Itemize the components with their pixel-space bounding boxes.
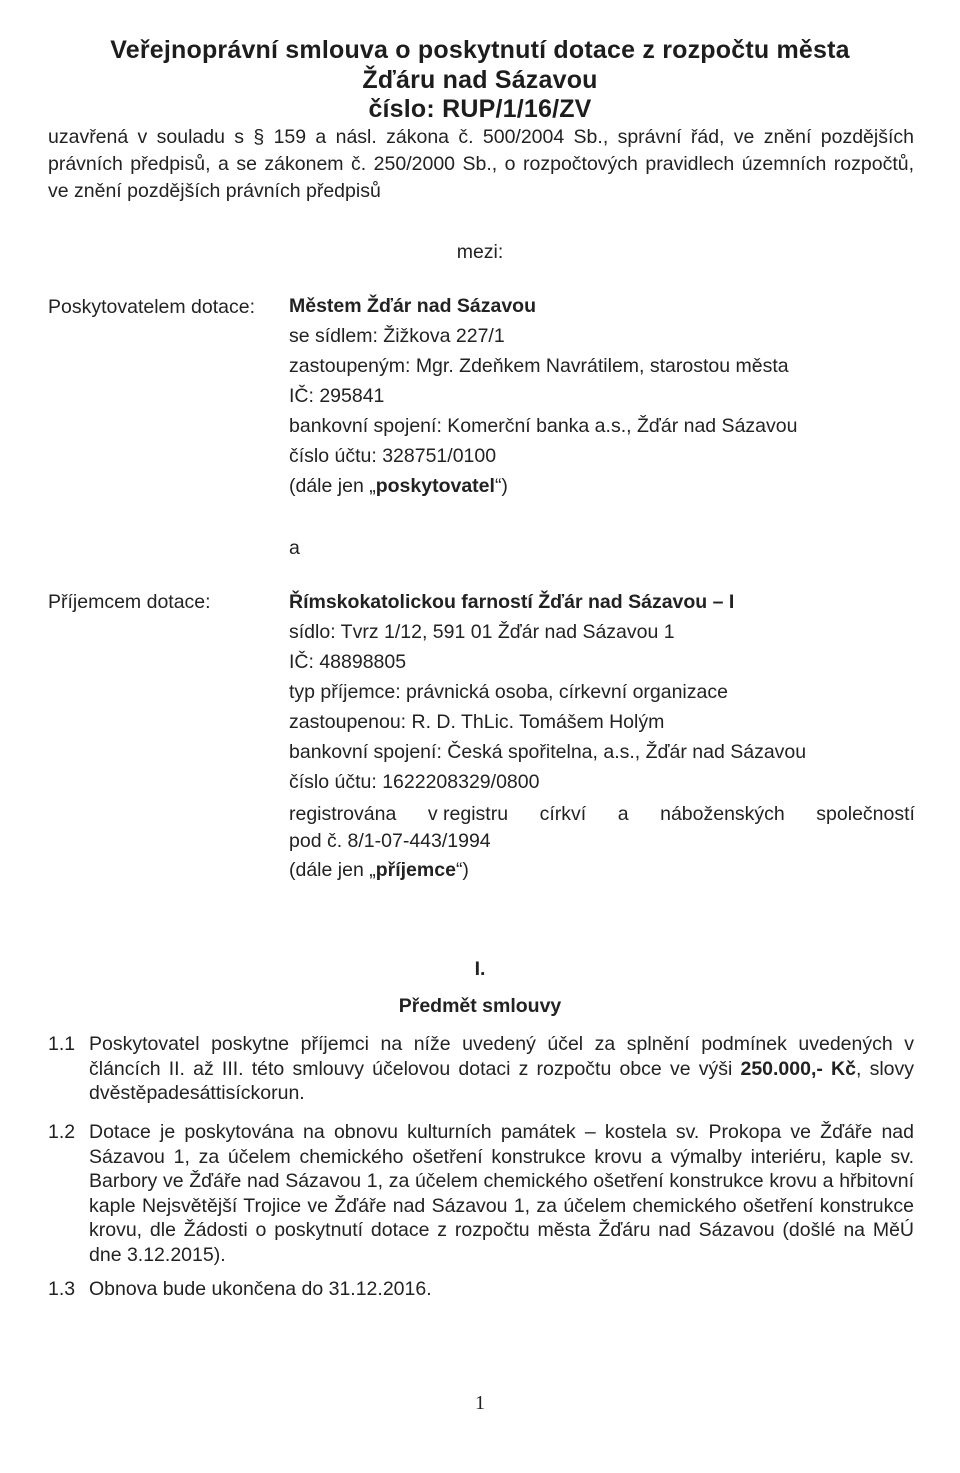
registered-word: registrována (289, 803, 397, 825)
provider-alias-prefix: (dále jen „ (289, 475, 376, 497)
provider-bank: bankovní spojení: Komerční banka a.s., Žďár nad Sázavou (289, 415, 798, 437)
paragraph-text: Dotace je poskytována na obnovu kulturních památek – kostela sv. Prokopa ve Žďáře nad Sázavou 1, za účelem chemického ošetření konstrukce krovu a výmalby interiéru, kaple sv. Barbory ve Žďáře nad Sázavou 1, za účelem chemického ošetření konstrukce krovu a hřbitovní kaple Nejsvětější Trojice ve Žďáře nad Sázavou 1, za účelem chemického ošetření konstrukce krovu, dle Žádosti o poskytnutí dotace z rozpočtu města Žďáru nad Sázavou (došlé na MěÚ dne 3.12.2015). (89, 1121, 914, 1266)
provider-block (289, 291, 915, 501)
provider-ic: IČ: 295841 (289, 385, 385, 407)
provider-alias (289, 471, 915, 501)
recipient-registered-line1 (289, 801, 915, 827)
paragraph-text (89, 1032, 914, 1106)
registered-word: církví (539, 803, 587, 825)
recipient-type: typ příjemce: právnická osoba, církevní organizace (289, 681, 728, 703)
document-title-line2: Žďáru nad Sázavou (362, 66, 598, 94)
recipient-label: Příjemcem dotace: (48, 591, 211, 613)
paragraph-1-1 (48, 1032, 914, 1106)
subsidy-amount: 250.000,- Kč (740, 1057, 856, 1080)
paragraph-text-part: , slovy dvěstěpadesáttisíckorun. (89, 1057, 915, 1104)
provider-alias-term: poskytovatel (375, 475, 495, 497)
registered-word: společností (816, 803, 915, 825)
recipient-alias (289, 855, 915, 885)
paragraph-number: 1.1 (48, 1033, 76, 1055)
intro-paragraph: uzavřená v souladu s § 159 a násl. zákona č. 500/2004 Sb., správní řád, ve znění pozdějších právních předpisů, a se zákonem č. 250/2000 Sb., o rozpočtových pravidlech územních rozpočtů, ve znění pozdějších právních předpisů (48, 126, 914, 202)
paragraph-1-3 (48, 1277, 914, 1302)
recipient-ic: IČ: 48898805 (289, 651, 407, 673)
provider-seat: se sídlem: Žižkova 227/1 (289, 325, 505, 347)
paragraph-number: 1.2 (48, 1121, 76, 1143)
provider-alias-suffix: “) (494, 475, 508, 497)
provider-represented: zastoupeným: Mgr. Zdeňkem Navrátilem, starostou města (289, 355, 789, 377)
recipient-alias-suffix: “) (455, 859, 469, 881)
paragraph-text-part: Poskytovatel poskytne příjemci na níže uvedený účel za splnění podmínek uvedených v článcích II. až III. této smlouvy účelovou dotaci z rozpočtu obce ve výši (89, 1033, 914, 1080)
recipient-registered-line2: pod č. 8/1-07-443/1994 (289, 830, 491, 852)
section-number: I. (474, 958, 486, 980)
recipient-block (289, 587, 915, 885)
recipient-account: číslo účtu: 1622208329/0800 (289, 771, 540, 793)
provider-label: Poskytovatelem dotace: (48, 296, 256, 318)
document-title-line1: Veřejnoprávní smlouva o poskytnutí dotace z rozpočtu města (110, 36, 850, 64)
provider-account: číslo účtu: 328751/0100 (289, 445, 497, 467)
registered-word: v registru (427, 803, 509, 825)
provider-name: Městem Žďár nad Sázavou (289, 295, 537, 317)
paragraph-number: 1.3 (48, 1278, 76, 1300)
section-title: Předmět smlouvy (398, 995, 562, 1017)
recipient-alias-prefix: (dále jen „ (289, 859, 376, 881)
and-word: a (289, 537, 300, 559)
document-title-line3: číslo: RUP/1/16/ZV (368, 95, 592, 123)
registered-word: a (617, 803, 629, 825)
recipient-seat: sídlo: Tvrz 1/12, 591 01 Žďár nad Sázavou 1 (289, 621, 675, 643)
page-number: 1 (475, 1392, 485, 1414)
paragraph-text: Obnova bude ukončena do 31.12.2016. (89, 1278, 432, 1300)
paragraph-1-2 (48, 1120, 914, 1267)
recipient-bank: bankovní spojení: Česká spořitelna, a.s., Žďár nad Sázavou (289, 741, 807, 763)
between-label: mezi: (456, 241, 504, 263)
recipient-represented: zastoupenou: R. D. ThLic. Tomášem Holým (289, 711, 665, 733)
recipient-alias-term: příjemce (375, 859, 456, 881)
recipient-name: Římskokatolickou farností Žďár nad Sázavou – I (289, 591, 735, 613)
registered-word: náboženských (660, 803, 785, 825)
